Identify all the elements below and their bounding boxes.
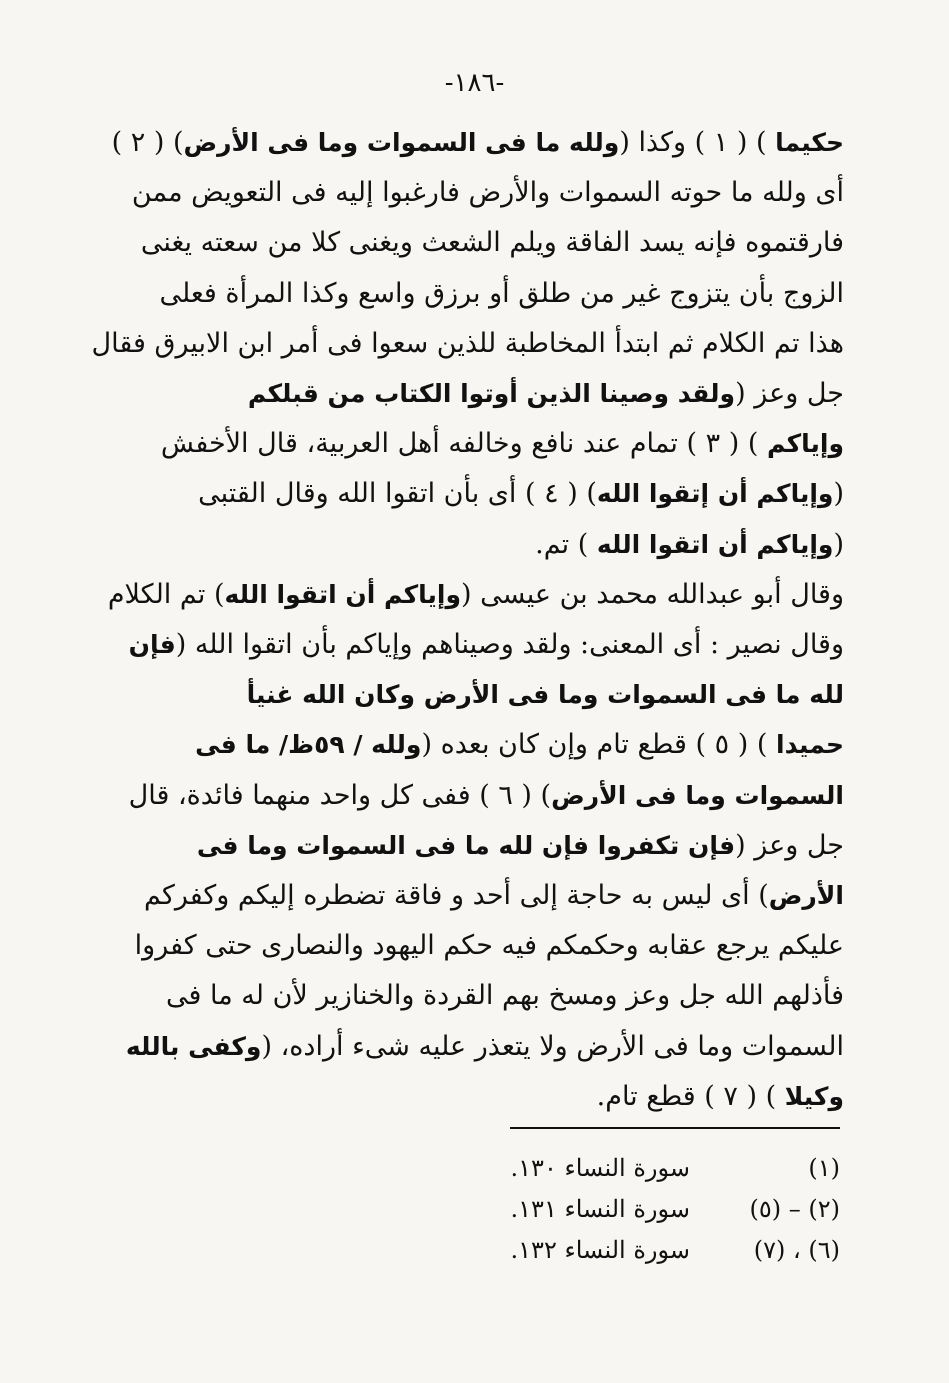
text-run: ) ( ٣ ) تمام عند نافع وخالفه أهل العربية، قال الأخفش [160, 428, 767, 460]
quran-quote: وكفى بالله [125, 1031, 262, 1061]
text-line [107, 570, 844, 620]
quran-quote: فإن [128, 630, 176, 660]
footnote [500, 1148, 840, 1189]
footnote-text: سورة النساء ١٣١. [510, 1195, 690, 1223]
main-text [91, 118, 844, 1122]
text-run: أى ولله ما حوته السموات والأرض فارغبوا إليه فى التعويض ممن [131, 177, 844, 209]
text-run: عليكم يرجع عقابه وحكمكم فيه حكم اليهود والنصارى حتى كفروا [134, 930, 844, 962]
text-run: ) ( ١ ) وكذا ( [619, 127, 776, 158]
text-run: ) أى ليس به حاجة إلى أحد و فاقة تضطره إليكم وكفركم [144, 880, 769, 912]
text-run: ) ( ٢ ) [111, 127, 184, 158]
quran-quote: حكيما [775, 128, 844, 157]
text-run: ) تم الكلام [107, 578, 225, 610]
text-line [132, 369, 844, 419]
quran-quote: حميدا [776, 730, 844, 760]
quran-quote: فإن تكفروا فإن لله ما فى السموات وما فى [196, 830, 736, 860]
quran-quote: لله ما فى السموات وما فى الأرض وكان الله غنيأ [246, 680, 844, 710]
footnote-text: سورة النساء ١٣٢. [510, 1236, 690, 1264]
text-run: الزوج بأن يتزوج غير من طلق أو برزق واسع وكذا المرأة فعلى [159, 277, 844, 309]
text-line [132, 821, 844, 871]
text-run: ( [833, 528, 844, 560]
text-run: فأذلهم الله جل وعز ومسخ بهم القردة والخنازير لأن له ما فى [166, 980, 844, 1012]
text-line [132, 971, 844, 1021]
footnote-ref: (١) [808, 1154, 840, 1182]
text-line [132, 168, 844, 218]
text-run: وقال أبو عبدالله محمد بن عيسى ( [461, 578, 844, 610]
text-line [132, 871, 844, 921]
text-run: ) ( ٦ ) ففى كل واحد منهما فائدة، قال [128, 779, 552, 811]
quran-quote: وإياكم [766, 429, 844, 459]
quran-quote: وإياكم أن إتقوا الله [596, 479, 834, 509]
text-line [132, 469, 844, 519]
text-line [132, 419, 844, 469]
text-run: هذا تم الكلام ثم ابتدأ المخاطبة للذين سعوا فى أمر ابن الابيرق فقال [91, 327, 844, 359]
text-line [132, 720, 844, 770]
text-line [111, 118, 844, 168]
quran-quote: الأرض [768, 881, 844, 911]
page-number: -١٨٦- [444, 68, 505, 98]
text-line [132, 1072, 844, 1122]
text-line [128, 620, 844, 670]
text-line [128, 771, 844, 821]
text-run: ) ( ٧ ) قطع تام. [596, 1080, 785, 1112]
text-line [132, 921, 844, 971]
quran-quote: ولله ما فى السموات وما فى الأرض [183, 128, 620, 157]
text-line [132, 670, 844, 720]
text-run: ) ( ٥ ) قطع تام وإن كان بعده ( [421, 729, 776, 761]
footnote [500, 1189, 840, 1230]
footnote-ref: (٦) ، (٧) [753, 1236, 840, 1264]
text-line [91, 319, 844, 369]
text-run: جل وعز ( [735, 829, 844, 861]
footnote [500, 1230, 840, 1271]
text-run: ) تم. [535, 528, 597, 560]
footnote-ref: (٢) – (٥) [749, 1195, 840, 1223]
quran-quote: ولله / ٥٩ظ/ ما فى [195, 730, 422, 760]
text-run: السموات وما فى الأرض ولا يتعذر عليه شىء أراده، ( [261, 1030, 844, 1062]
text-run: فارقتموه فإنه يسد الفاقة ويلم الشعث ويغنى كلا من سعته يغنى [140, 227, 844, 259]
text-run: ) ( ٤ ) أى بأن اتقوا الله وقال القتبى [198, 478, 597, 510]
quran-quote: وإياكم أن اتقوا الله [596, 529, 834, 559]
text-line [132, 269, 844, 319]
quran-quote: وإياكم أن اتقوا الله [224, 579, 462, 609]
text-run: جل وعز ( [735, 378, 844, 410]
quran-quote: السموات وما فى الأرض [551, 780, 844, 810]
footnotes [500, 1148, 840, 1271]
footnote-text: سورة النساء ١٣٠. [510, 1154, 690, 1182]
text-line [125, 1022, 844, 1072]
text-line [132, 520, 844, 570]
footnote-divider [510, 1127, 840, 1129]
quran-quote: ولقد وصينا الذين أوتوا الكتاب من قبلكم [247, 379, 736, 409]
text-line [132, 218, 844, 268]
quran-quote: وكيلا [784, 1081, 844, 1111]
text-run: ( [833, 478, 844, 510]
text-run: وقال نصير : أى المعنى: ولقد وصيناهم وإياكم بأن اتقوا الله ( [175, 629, 844, 661]
